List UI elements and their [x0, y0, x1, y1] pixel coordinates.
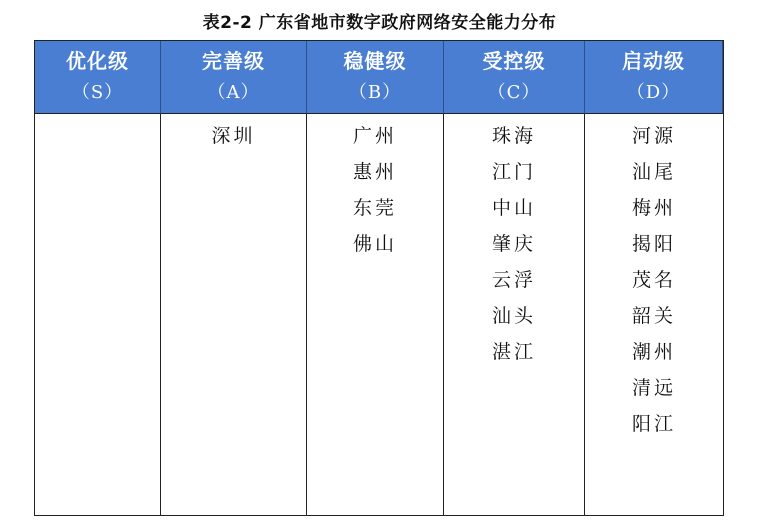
city-item: 清远 [631, 377, 676, 399]
city-item: 梅州 [631, 197, 676, 219]
city-item: 河源 [631, 125, 676, 147]
table-caption: 表2-2 广东省地市数字政府网络安全能力分布 [202, 13, 557, 33]
city-item: 佛山 [352, 233, 397, 255]
city-item: 揭阳 [631, 233, 676, 255]
column-header-code: （D） [626, 82, 681, 103]
city-item: 东莞 [352, 197, 397, 219]
column-header-code: （B） [348, 82, 402, 103]
city-item: 惠州 [352, 161, 397, 183]
column-header-code: （C） [487, 82, 541, 103]
city-item: 韶关 [631, 305, 676, 327]
city-item: 深圳 [211, 125, 256, 147]
city-item: 广州 [352, 125, 397, 147]
column-cell-controlled [444, 114, 585, 515]
column-cell-initial [585, 114, 723, 515]
column-cell-improved [161, 114, 307, 515]
city-item: 阳江 [631, 413, 676, 435]
column-header-name: 启动级 [622, 49, 685, 73]
column-header-improved [161, 41, 307, 114]
column-cell-optimized [35, 114, 161, 515]
column-header-name: 受控级 [482, 49, 546, 73]
column-header-controlled [444, 41, 585, 114]
column-header-initial [585, 41, 723, 114]
capability-table [34, 40, 724, 516]
column-header-code: （A） [207, 82, 260, 103]
city-item: 江门 [491, 161, 536, 183]
city-item: 茂名 [631, 269, 676, 291]
city-item: 汕尾 [631, 161, 676, 183]
column-header-name: 完善级 [202, 49, 265, 73]
city-item: 珠海 [491, 125, 536, 147]
column-header-name: 稳健级 [343, 49, 407, 73]
column-header-optimized [35, 41, 161, 114]
city-item: 潮州 [631, 341, 676, 363]
city-item: 云浮 [491, 269, 536, 291]
column-header-robust [307, 41, 444, 114]
city-item: 肇庆 [491, 233, 536, 255]
city-item: 汕头 [491, 305, 536, 327]
city-item: 中山 [491, 197, 536, 219]
column-header-code: （S） [71, 82, 124, 103]
column-header-name: 优化级 [66, 49, 129, 73]
city-item: 湛江 [491, 341, 536, 363]
column-cell-robust [307, 114, 444, 515]
